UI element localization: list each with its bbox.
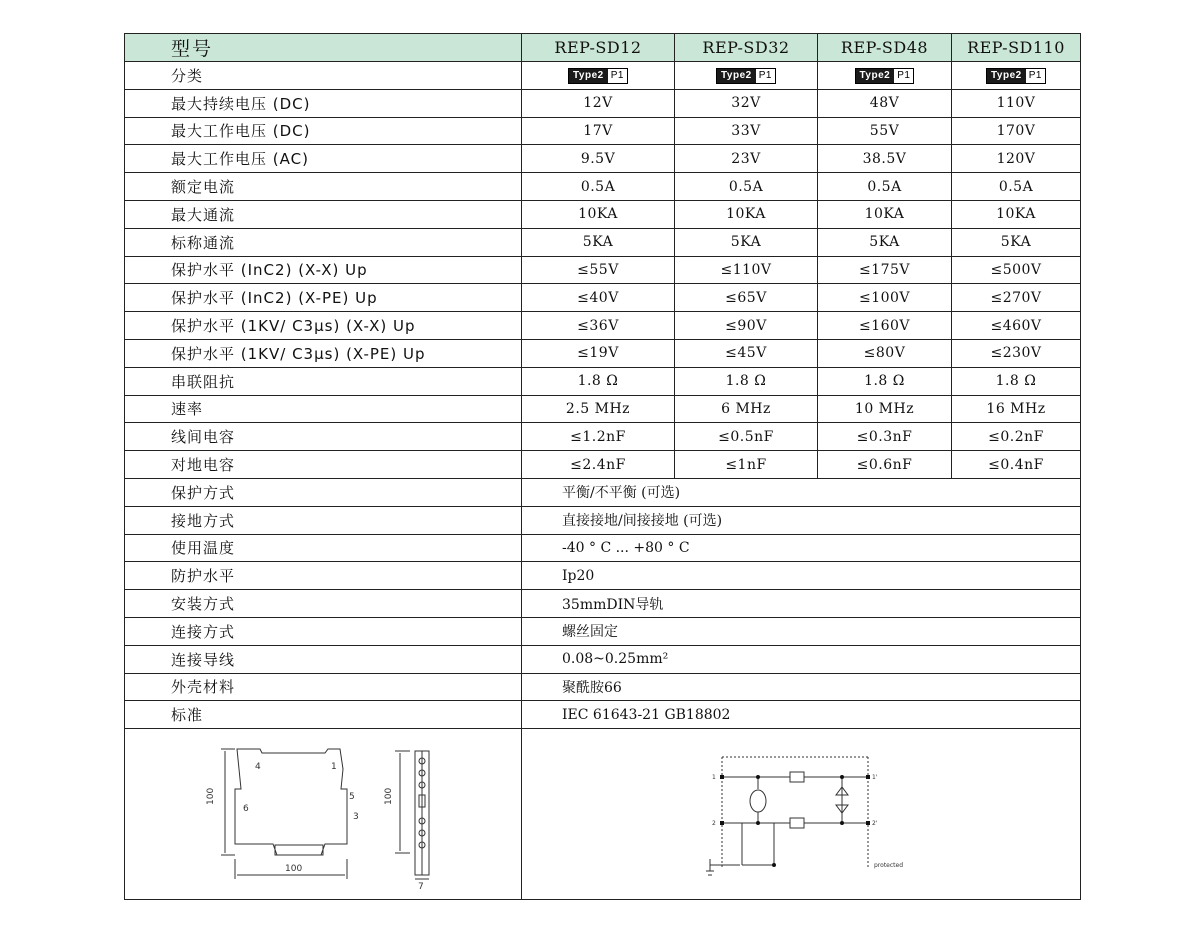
spec-table (124, 33, 1081, 900)
row-label: 标称通流 (125, 228, 522, 256)
row-value: ≤460V (952, 312, 1081, 340)
width-dim-label: 100 (285, 864, 303, 875)
row-value: 120V (952, 145, 1081, 173)
side-width-dim-label: 7 (418, 882, 424, 893)
row-value: 1.8 Ω (818, 367, 952, 395)
row-label: 分类 (125, 62, 522, 90)
terminal-label: 5 (349, 792, 355, 803)
row-value: ≤45V (675, 339, 818, 367)
circuit-pin-label: 2' (872, 820, 878, 828)
row-value: 聚酰胺66 (522, 673, 1081, 701)
row-value: 33V (675, 117, 818, 145)
row-value: 平衡/不平衡 (可选) (522, 478, 1081, 506)
row-value: IEC 61643-21 GB18802 (522, 701, 1081, 729)
row-label: 对地电容 (125, 451, 522, 479)
row-value: ≤65V (675, 284, 818, 312)
row-label: 最大工作电压 (DC) (125, 117, 522, 145)
common-row (125, 506, 1081, 534)
row-value: ≤36V (522, 312, 675, 340)
spec-row (125, 367, 1081, 395)
row-label: 保护水平 (InC2) (X-X) Up (125, 256, 522, 284)
row-value: 55V (818, 117, 952, 145)
row-value: 5KA (818, 228, 952, 256)
row-value: ≤0.3nF (818, 423, 952, 451)
row-value: 5KA (675, 228, 818, 256)
row-value: ≤0.2nF (952, 423, 1081, 451)
row-value: ≤110V (675, 256, 818, 284)
common-row (125, 701, 1081, 729)
header-row (125, 34, 1081, 62)
row-value: ≤0.5nF (675, 423, 818, 451)
row-label: 速率 (125, 395, 522, 423)
row-value: ≤230V (952, 339, 1081, 367)
row-label: 连接方式 (125, 617, 522, 645)
spec-row (125, 228, 1081, 256)
row-value: ≤55V (522, 256, 675, 284)
spec-row (125, 117, 1081, 145)
model-name: REP-SD48 (818, 34, 952, 62)
row-value: 1.8 Ω (952, 367, 1081, 395)
spec-row (125, 256, 1081, 284)
row-value: ≤175V (818, 256, 952, 284)
row-label: 使用温度 (125, 534, 522, 562)
row-value: 5KA (952, 228, 1081, 256)
row-value: 直接接地/间接接地 (可选) (522, 506, 1081, 534)
row-value: ≤1.2nF (522, 423, 675, 451)
row-value: ≤1nF (675, 451, 818, 479)
circuit-pin-label: 1 (712, 774, 716, 782)
common-row (125, 590, 1081, 618)
row-value: 10KA (952, 200, 1081, 228)
row-value: 10 MHz (818, 395, 952, 423)
row-value: 0.5A (675, 173, 818, 201)
row-label: 保护水平 (1KV/ C3μs) (X-PE) Up (125, 339, 522, 367)
spec-row (125, 339, 1081, 367)
row-value: 32V (675, 89, 818, 117)
row-value: 6 MHz (675, 395, 818, 423)
spec-row (125, 284, 1081, 312)
header-label: 型号 (125, 34, 522, 62)
spec-row (125, 89, 1081, 117)
row-label: 最大持续电压 (DC) (125, 89, 522, 117)
dimension-drawing-cell (125, 729, 522, 900)
spec-row (125, 423, 1081, 451)
row-label: 串联阻抗 (125, 367, 522, 395)
model-name: REP-SD12 (522, 34, 675, 62)
row-value: -40 ° C ... +80 ° C (522, 534, 1081, 562)
row-label: 标准 (125, 701, 522, 729)
row-value: ≤0.6nF (818, 451, 952, 479)
row-value: ≤2.4nF (522, 451, 675, 479)
row-label: 额定电流 (125, 173, 522, 201)
row-value: 16 MHz (952, 395, 1081, 423)
row-value: 0.08~0.25mm² (522, 645, 1081, 673)
row-value: ≤160V (818, 312, 952, 340)
row-value: ≤90V (675, 312, 818, 340)
terminal-label: 6 (243, 804, 249, 815)
row-label: 接地方式 (125, 506, 522, 534)
common-row (125, 478, 1081, 506)
terminal-label: 3 (353, 812, 359, 823)
row-value: ≤270V (952, 284, 1081, 312)
type-badge: Type2 P1 (716, 68, 776, 84)
row-value: 2.5 MHz (522, 395, 675, 423)
spec-row (125, 395, 1081, 423)
protected-label: protected (874, 862, 904, 870)
row-label: 防护水平 (125, 562, 522, 590)
type-badge: Type2 P1 (568, 68, 628, 84)
row-value: 170V (952, 117, 1081, 145)
model-name: REP-SD32 (675, 34, 818, 62)
row-label: 最大工作电压 (AC) (125, 145, 522, 173)
row-value: ≤40V (522, 284, 675, 312)
circuit-diagram (522, 729, 1080, 895)
row-value: 0.5A (952, 173, 1081, 201)
row-value: 35mmDIN导轨 (522, 590, 1081, 618)
row-value: 10KA (675, 200, 818, 228)
row-value: ≤500V (952, 256, 1081, 284)
row-label: 连接导线 (125, 645, 522, 673)
row-value: 110V (952, 89, 1081, 117)
common-row (125, 562, 1081, 590)
row-value: 0.5A (818, 173, 952, 201)
row-value: 10KA (522, 200, 675, 228)
spec-row (125, 312, 1081, 340)
dimension-drawing (125, 729, 522, 895)
spec-row (125, 145, 1081, 173)
row-label: 保护方式 (125, 478, 522, 506)
row-value: 9.5V (522, 145, 675, 173)
row-value: 48V (818, 89, 952, 117)
circuit-pin-label: 2 (712, 820, 716, 828)
row-label: 线间电容 (125, 423, 522, 451)
drawing-row (125, 729, 1081, 900)
row-value: ≤19V (522, 339, 675, 367)
row-label: 安装方式 (125, 590, 522, 618)
row-value: 5KA (522, 228, 675, 256)
circuit-diagram-cell (522, 729, 1081, 900)
height-dim-label: 100 (206, 787, 216, 806)
row-value: 38.5V (818, 145, 952, 173)
row-value: ≤0.4nF (952, 451, 1081, 479)
type-row (125, 62, 1081, 90)
row-value: 10KA (818, 200, 952, 228)
row-value: 0.5A (522, 173, 675, 201)
row-value: 17V (522, 117, 675, 145)
circuit-pin-label: 1' (872, 774, 878, 782)
row-value: 螺丝固定 (522, 617, 1081, 645)
row-label: 外壳材料 (125, 673, 522, 701)
row-value: 1.8 Ω (675, 367, 818, 395)
row-value: 12V (522, 89, 675, 117)
row-value: ≤80V (818, 339, 952, 367)
row-value: ≤100V (818, 284, 952, 312)
model-name: REP-SD110 (952, 34, 1081, 62)
row-label: 保护水平 (1KV/ C3μs) (X-X) Up (125, 312, 522, 340)
common-row (125, 673, 1081, 701)
common-row (125, 534, 1081, 562)
row-value: 1.8 Ω (522, 367, 675, 395)
spec-row (125, 173, 1081, 201)
side-height-dim-label: 100 (384, 787, 394, 806)
spec-row (125, 451, 1081, 479)
spec-row (125, 200, 1081, 228)
row-label: 保护水平 (InC2) (X-PE) Up (125, 284, 522, 312)
type-badge: Type2 P1 (855, 68, 915, 84)
terminal-label: 1 (331, 762, 337, 773)
row-value: Ip20 (522, 562, 1081, 590)
row-label: 最大通流 (125, 200, 522, 228)
type-badge: Type2 P1 (986, 68, 1046, 84)
terminal-label: 4 (255, 762, 261, 773)
common-row (125, 617, 1081, 645)
common-row (125, 645, 1081, 673)
row-value: 23V (675, 145, 818, 173)
